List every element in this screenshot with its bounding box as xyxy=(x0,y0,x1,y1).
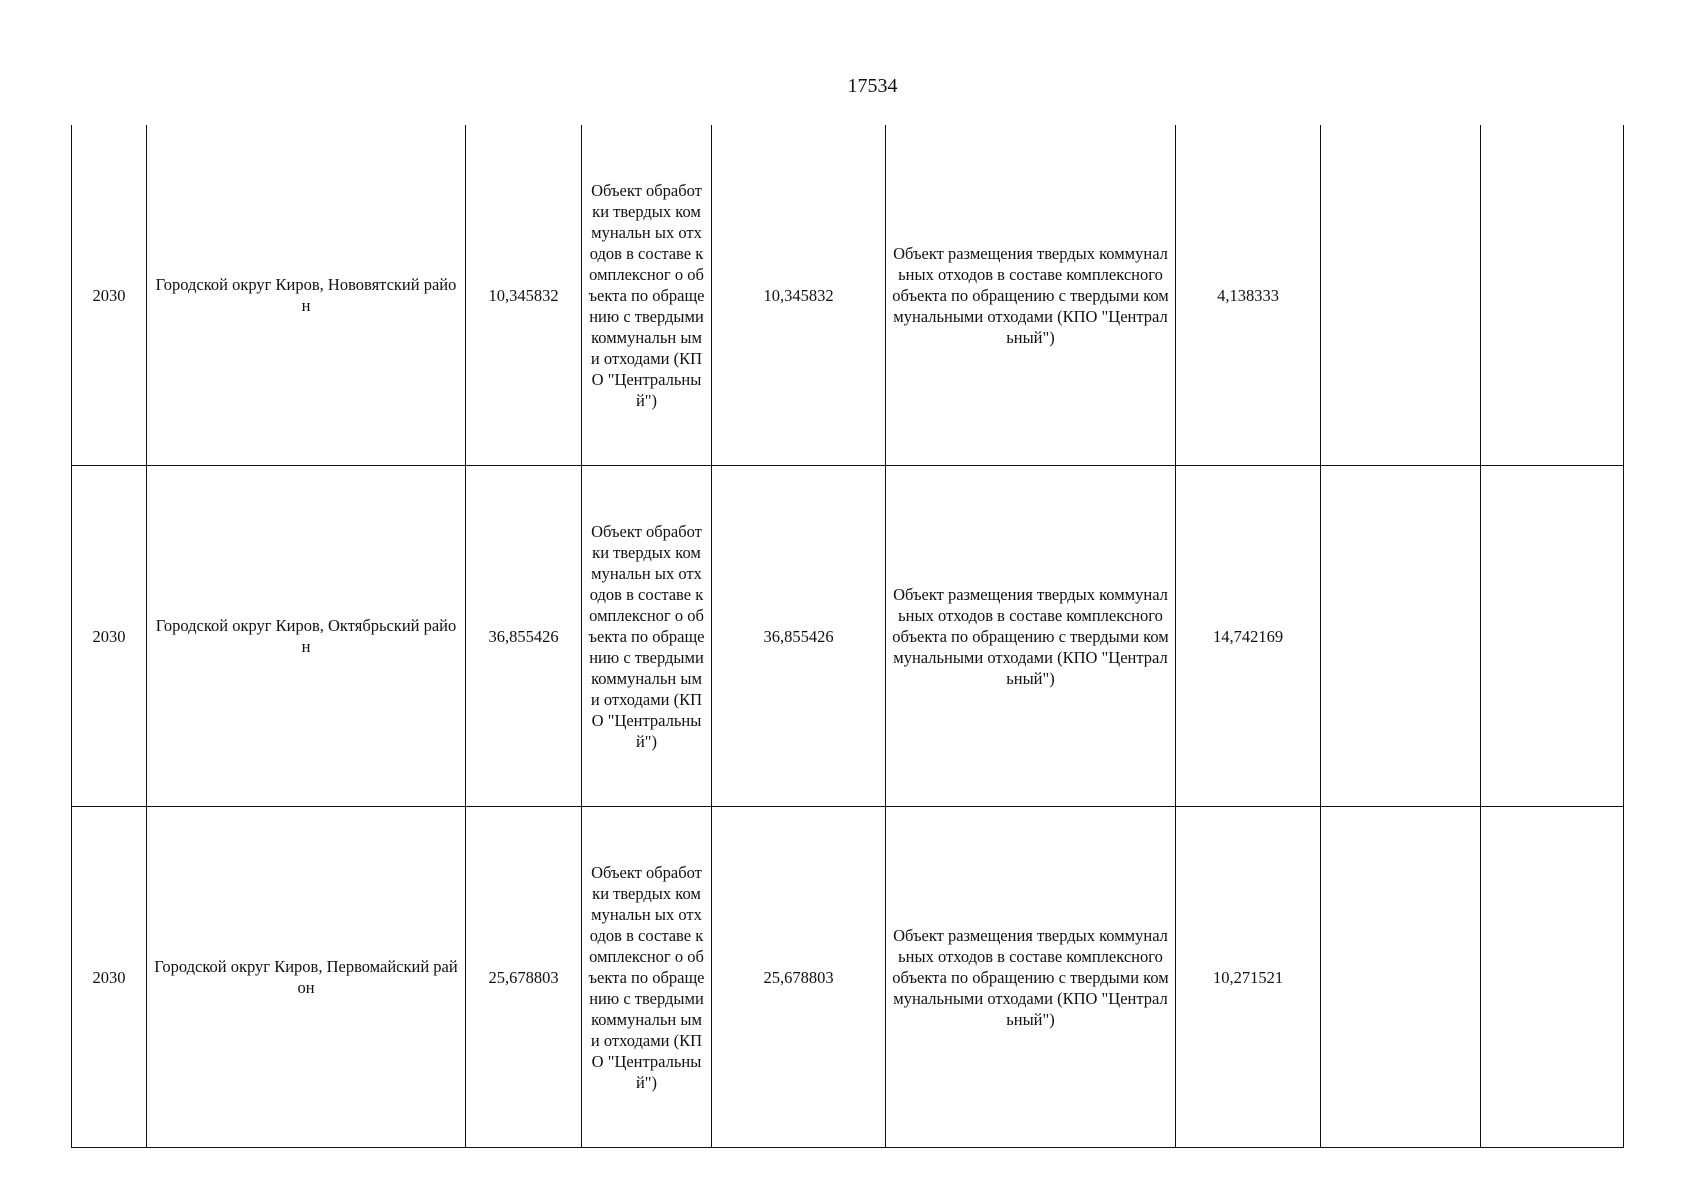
empty-cell xyxy=(1481,125,1624,466)
table-row xyxy=(72,807,1624,1148)
mass-processed-cell: 10,345832 xyxy=(712,125,886,466)
processing-object-text: Объект обработки твердых коммунальн ых отходов в составе комплексног о объекта по обращению с твердыми коммунальн ыми отходами (КПО "Центральны й") xyxy=(588,862,705,1092)
table-row xyxy=(72,125,1624,466)
processing-object-cell xyxy=(582,807,712,1148)
mass-total-cell: 10,345832 xyxy=(466,125,582,466)
mass-processed-cell: 36,855426 xyxy=(712,466,886,807)
year-cell: 2030 xyxy=(72,807,147,1148)
page-number: 17534 xyxy=(847,75,898,97)
empty-cell xyxy=(1481,807,1624,1148)
empty-cell xyxy=(1321,807,1481,1148)
territory-cell: Городской округ Киров, Нововятский район xyxy=(147,125,466,466)
placement-object-cell: Объект размещения твердых коммунальных отходов в составе комплексного объекта по обращению с твердыми коммунальными отходами (КПО "Центральный") xyxy=(886,807,1176,1148)
mass-processed-cell: 25,678803 xyxy=(712,807,886,1148)
mass-placed-cell: 14,742169 xyxy=(1176,466,1321,807)
processing-object-cell xyxy=(582,125,712,466)
processing-object-text: Объект обработки твердых коммунальн ых отходов в составе комплексног о объекта по обращению с твердыми коммунальн ыми отходами (КПО "Центральны й") xyxy=(588,521,705,751)
processing-object-text: Объект обработки твердых коммунальн ых отходов в составе комплексног о объекта по обращению с твердыми коммунальн ыми отходами (КПО "Центральны й") xyxy=(588,180,705,410)
empty-cell xyxy=(1321,466,1481,807)
placement-object-cell: Объект размещения твердых коммунальных отходов в составе комплексного объекта по обращению с твердыми коммунальными отходами (КПО "Центральный") xyxy=(886,466,1176,807)
territory-cell: Городской округ Киров, Октябрьский район xyxy=(147,466,466,807)
empty-cell xyxy=(1481,466,1624,807)
mass-placed-cell: 4,138333 xyxy=(1176,125,1321,466)
mass-placed-cell: 10,271521 xyxy=(1176,807,1321,1148)
year-cell: 2030 xyxy=(72,466,147,807)
empty-cell xyxy=(1321,125,1481,466)
processing-object-cell xyxy=(582,466,712,807)
mass-total-cell: 25,678803 xyxy=(466,807,582,1148)
placement-object-cell: Объект размещения твердых коммунальных отходов в составе комплексного объекта по обращению с твердыми коммунальными отходами (КПО "Центральный") xyxy=(886,125,1176,466)
mass-total-cell: 36,855426 xyxy=(466,466,582,807)
year-cell: 2030 xyxy=(72,125,147,466)
waste-flow-table xyxy=(71,125,1624,1148)
table-row xyxy=(72,466,1624,807)
territory-cell: Городской округ Киров, Первомайский район xyxy=(147,807,466,1148)
